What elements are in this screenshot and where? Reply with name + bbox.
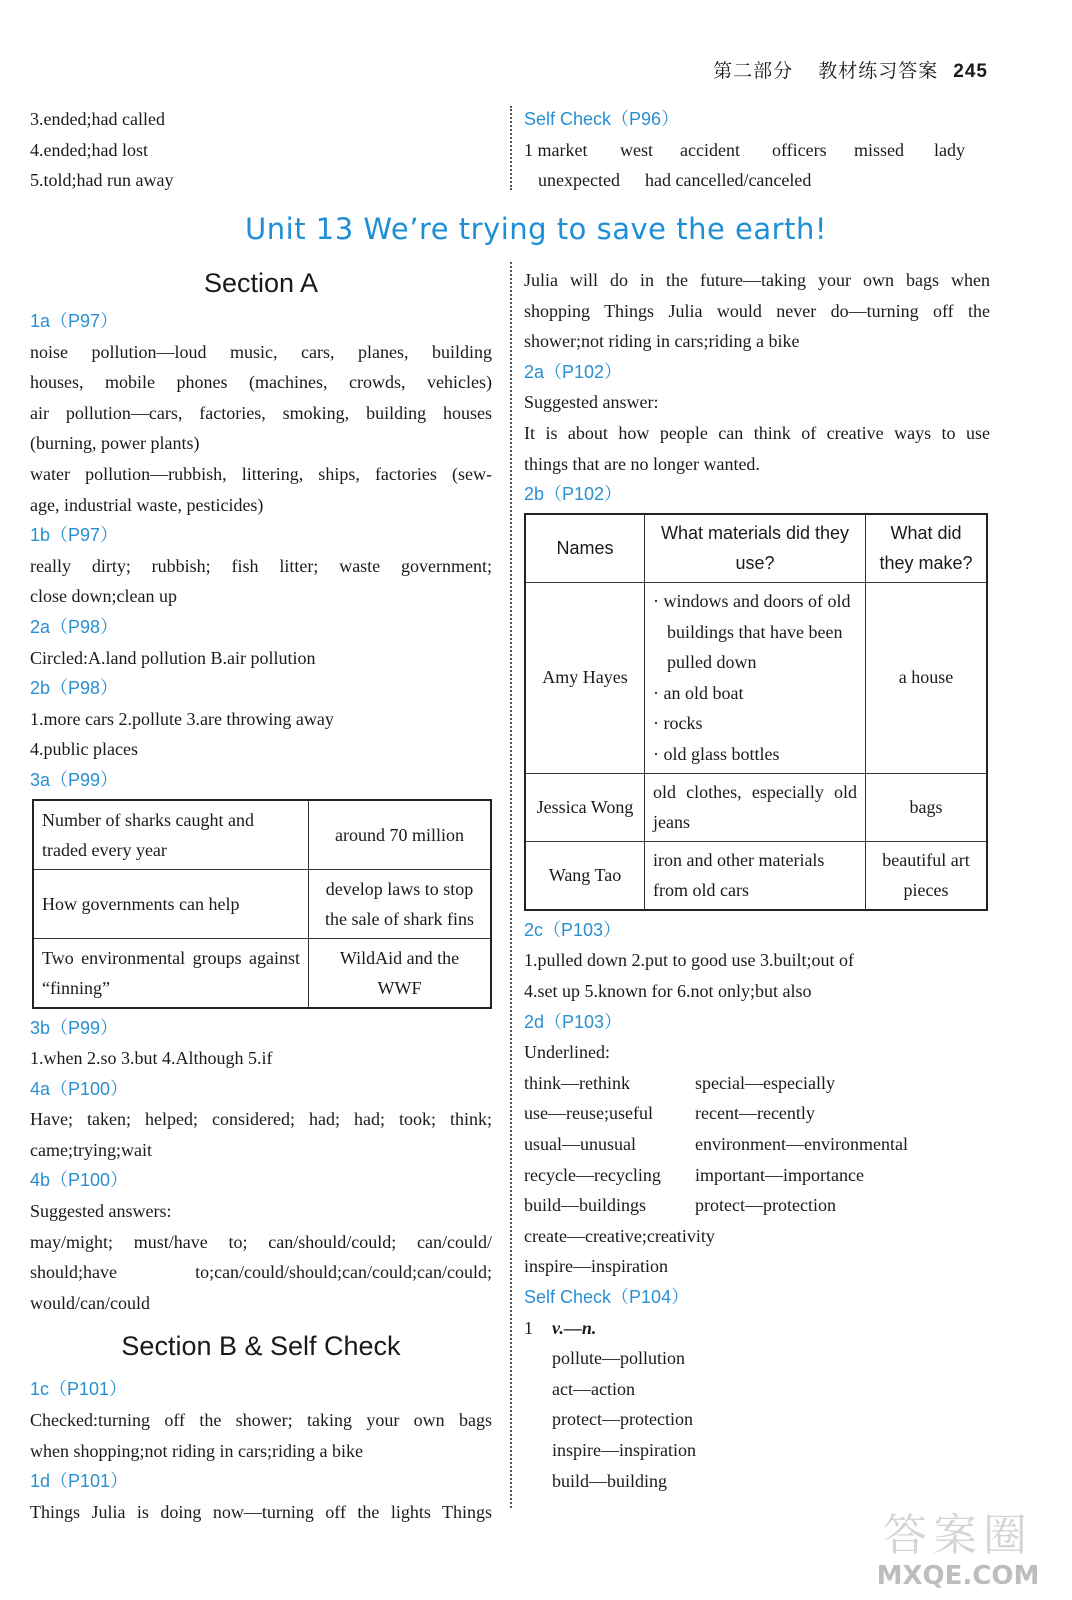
- word-pair-row: [524, 1160, 990, 1191]
- word-pair: protect—protection: [695, 1195, 836, 1216]
- ref-4b: 4b（P100）: [30, 1170, 129, 1191]
- answer-line: act—action: [552, 1378, 635, 1399]
- answer-line: air pollution—cars, factories, smoking, building houses: [30, 402, 492, 423]
- answer-line: Checked:turning off the shower; taking your own bags: [30, 1410, 492, 1431]
- answer-line: when shopping;not riding in cars;riding a bike: [30, 1440, 363, 1461]
- word-pair-row: [524, 1221, 990, 1252]
- column-divider-top: [510, 106, 512, 190]
- ref-self-check-p96: Self Check（P96）: [524, 109, 680, 129]
- table-cell: old clothes, especially old jeans: [645, 773, 866, 841]
- list-item: · windows and doors of old buildings that have been pulled down: [653, 590, 851, 673]
- answer-line: 1.more cars 2.pollute 3.are throwing away: [30, 708, 334, 729]
- table-row: [525, 582, 987, 773]
- word-pair-row: [524, 1190, 990, 1221]
- answer-line: 4.set up 5.known for 6.not only;but also: [524, 981, 812, 1002]
- answer-line: houses, mobile phones (machines, crowds, vehicles): [30, 372, 492, 393]
- word: 1 market: [524, 139, 588, 160]
- table-cell: beautiful art pieces: [866, 841, 988, 910]
- answer-line: Have; taken; helped; considered; had; had; took; think;: [30, 1109, 492, 1130]
- answer-line: 4.public places: [30, 739, 138, 760]
- word: had cancelled/canceled: [645, 170, 812, 191]
- word-pair: environment—environmental: [695, 1134, 908, 1155]
- table-cell: Wang Tao: [525, 841, 645, 910]
- item-number: 1: [524, 1317, 533, 1338]
- answer-line: may/might; must/have to; can/should/could; can/could/: [30, 1231, 492, 1252]
- ref-3a: 3a（P99）: [30, 769, 119, 790]
- table-header: What did they make?: [866, 514, 988, 583]
- answer-line: things that are no longer wanted.: [524, 453, 760, 474]
- table-cell: Jessica Wong: [525, 773, 645, 841]
- table-cell: iron and other materials from old cars: [645, 841, 866, 910]
- table-header: Names: [525, 514, 645, 583]
- list-item: · an old boat: [653, 682, 744, 703]
- word-pair: recycle—recycling: [524, 1164, 661, 1185]
- table-cell: WildAid and the WWF: [309, 938, 492, 1008]
- page-header: [713, 56, 988, 83]
- table-row: [525, 773, 987, 841]
- answer-line: [524, 165, 990, 196]
- answer-line: 5.told;had run away: [30, 170, 174, 191]
- word: west: [620, 139, 653, 160]
- section-a-heading: Section A: [203, 268, 319, 298]
- word-pair-row: [524, 1251, 990, 1282]
- word: missed: [854, 139, 905, 160]
- table-cell: Number of sharks caught and traded every year: [33, 800, 309, 870]
- word: lady: [934, 139, 965, 160]
- word-pair: use—reuse;useful: [524, 1103, 653, 1124]
- watermark-logo: [858, 1510, 1058, 1594]
- answer-line: should;have to;can/could/should;can/could;can/could;: [30, 1262, 492, 1283]
- ref-2a: 2a（P102）: [524, 361, 623, 382]
- ref-2b: 2b（P98）: [30, 678, 119, 699]
- header-part: 第二部分: [713, 60, 794, 82]
- watermark-url: MXQE.COM: [876, 1561, 1040, 1591]
- watermark-text: 答案圈: [883, 1510, 1033, 1561]
- pos-heading: v.—n.: [552, 1317, 597, 1338]
- word-pair: create—creative;creativity: [524, 1225, 715, 1246]
- answer-line: 3.ended;had called: [30, 109, 165, 129]
- column-divider: [510, 262, 512, 1508]
- word-pair: important—importance: [695, 1164, 864, 1185]
- answer-line: noise pollution—loud music, cars, planes, building: [30, 341, 492, 362]
- answer-line: 1.when 2.so 3.but 4.Although 5.if: [30, 1048, 273, 1069]
- ref-1a: 1a（P97）: [30, 311, 119, 331]
- ref-1b: 1b（P97）: [30, 525, 119, 546]
- answer-line: Things Julia is doing now—turning off the lights Things: [30, 1501, 492, 1522]
- ref-2c: 2c（P103）: [524, 919, 622, 940]
- table-cell: [645, 582, 866, 773]
- answer-line: close down;clean up: [30, 586, 177, 607]
- table-header: What materials did they use?: [645, 514, 866, 583]
- table-cell: bags: [866, 773, 988, 841]
- word-pair: recent—recently: [695, 1103, 815, 1124]
- answer-line: water pollution—rubbish, littering, ships, factories (sew-: [30, 463, 492, 484]
- table-cell: a house: [866, 582, 988, 773]
- table-row: [33, 800, 491, 870]
- answer-line: Circled:A.land pollution B.air pollution: [30, 647, 316, 668]
- word-pair-row: [524, 1068, 990, 1099]
- section-b-heading: Section B & Self Check: [121, 1331, 401, 1362]
- answer-line: shower;not riding in cars;riding a bike: [524, 331, 800, 352]
- table-cell: around 70 million: [309, 800, 492, 870]
- answer-line: inspire—inspiration: [552, 1439, 696, 1460]
- answer-line: Suggested answer:: [524, 392, 659, 413]
- word: officers: [772, 139, 827, 160]
- word: unexpected: [538, 170, 620, 191]
- answer-line: [524, 1313, 990, 1344]
- right-column: [524, 265, 990, 1496]
- top-left-answers: [30, 104, 492, 196]
- page-number: 245: [953, 61, 988, 82]
- table-row: [33, 869, 491, 938]
- answer-line: age, industrial waste, pesticides): [30, 494, 264, 515]
- table-row: [525, 841, 987, 910]
- answer-line: Suggested answers:: [30, 1201, 172, 1222]
- word-pair: think—rethink: [524, 1072, 630, 1093]
- word-pair-row: [524, 1098, 990, 1129]
- table-cell: Two environmental groups against “finning”: [33, 938, 309, 1008]
- answer-line: pollute—pollution: [552, 1348, 685, 1369]
- ref-3b: 3b（P99）: [30, 1017, 119, 1038]
- word-pair: special—especially: [695, 1072, 835, 1093]
- top-right-answers: [524, 104, 990, 196]
- ref-1d: 1d（P101）: [30, 1471, 129, 1492]
- table-cell: develop laws to stop the sale of shark fins: [309, 869, 492, 938]
- word-pair: build—buildings: [524, 1195, 647, 1216]
- answer-line: really dirty; rubbish; fish litter; waste government;: [30, 555, 492, 576]
- left-column: [30, 260, 492, 1527]
- word-pair: usual—unusual: [524, 1134, 636, 1155]
- word: accident: [680, 139, 740, 160]
- ref-self-check-p104: Self Check（P104）: [524, 1287, 690, 1307]
- answer-line: would/can/could: [30, 1292, 150, 1313]
- list-item: · rocks: [653, 713, 703, 734]
- table-2b: [524, 513, 988, 911]
- word-pair: inspire—inspiration: [524, 1256, 668, 1277]
- ref-1c: 1c（P101）: [30, 1379, 128, 1400]
- list-item: · old glass bottles: [653, 743, 780, 764]
- answer-line: shopping Things Julia would never do—turning off the: [524, 300, 990, 321]
- table-cell: How governments can help: [33, 869, 309, 938]
- table-cell: Amy Hayes: [525, 582, 645, 773]
- answer-line: build—building: [552, 1470, 668, 1491]
- answer-line: came;trying;wait: [30, 1139, 152, 1160]
- answer-line: 1.pulled down 2.put to good use 3.built;out of: [524, 950, 854, 971]
- answer-line: It is about how people can think of creative ways to use: [524, 422, 990, 443]
- answer-line: Julia will do in the future—taking your own bags when: [524, 270, 990, 290]
- table-3a: [32, 799, 492, 1009]
- ref-2b: 2b（P102）: [524, 484, 623, 505]
- answer-line: (burning, power plants): [30, 433, 200, 454]
- table-header-row: [525, 514, 987, 583]
- answer-line: 4.ended;had lost: [30, 139, 148, 160]
- word-pair-row: [524, 1129, 990, 1160]
- answer-line: protect—protection: [552, 1409, 693, 1430]
- answer-line: Underlined:: [524, 1042, 610, 1063]
- header-title: 教材练习答案: [818, 60, 939, 82]
- ref-2d: 2d（P103）: [524, 1011, 623, 1032]
- ref-4a: 4a（P100）: [30, 1078, 129, 1099]
- unit-title: Unit 13 We’re trying to save the earth!: [245, 212, 827, 246]
- answer-line: [524, 135, 990, 166]
- table-row: [33, 938, 491, 1008]
- ref-2a: 2a（P98）: [30, 616, 119, 637]
